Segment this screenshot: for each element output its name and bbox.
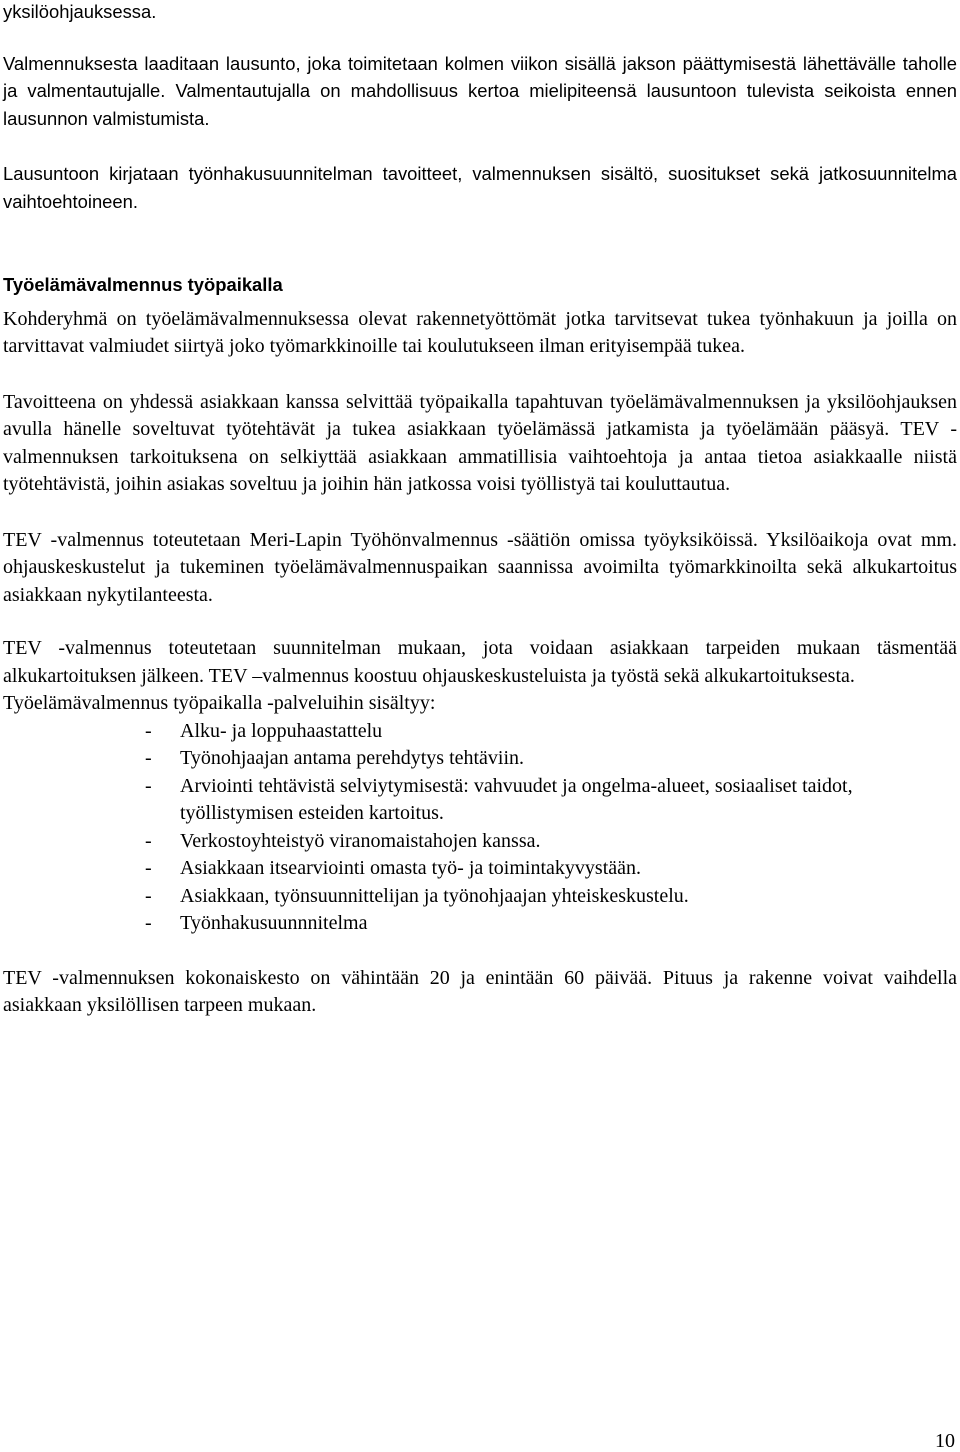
list-item-text: Työnohjaajan antama perehdytys tehtäviin. — [180, 747, 525, 769]
list-item — [3, 910, 920, 938]
list-item — [3, 773, 920, 828]
list-item — [3, 828, 920, 856]
list-item-text: Työnhakusuunnnitelma — [180, 912, 368, 934]
list-item-text: Verkostoyhteistyö viranomaistahojen kanssa. — [180, 829, 541, 852]
paragraph-statement-contents: Lausuntoon kirjataan työnhakusuunnitelman tavoitteet, valmennuksen sisältö, suositukset sekä jatkosuunnitelma vaihtoehtoineen. — [3, 163, 957, 212]
list-item — [3, 745, 920, 773]
list-dash: - — [145, 829, 152, 852]
list-dash: - — [145, 719, 152, 742]
list-item-text: Asiakkaan, työnsuunnittelijan ja työnohjaajan yhteiskeskustelu. — [180, 884, 689, 907]
list-item-text: Asiakkaan itsearviointi omasta työ- ja toimintakyvystään. — [180, 857, 642, 879]
list-item — [3, 883, 920, 911]
list-dash: - — [145, 747, 152, 769]
paragraph-goal: Tavoitteena on yhdessä asiakkaan kanssa selvittää työpaikalla tapahtuvan työelämävalmennuksen ja yksilöohjauksen avulla hänelle soveltuvat työtehtävät ja tukea asiakkaan työelämässä jatkamista ja työelämään pääsyä. TEV -valmennuksen tarkoituksena on selkiyttää asiakkaan ammatillisia vaihtoehtoja ja antaa tietoa asiakkaalle niistä työtehtävistä, joihin asiakas soveltuu ja joihin hän jatkossa voisi työllistyä tai kouluttautua. — [3, 390, 957, 495]
list-dash: - — [145, 884, 152, 907]
section-heading: Työelämävalmennus työpaikalla — [3, 274, 283, 295]
list-dash: - — [145, 774, 152, 797]
paragraph-duration: TEV -valmennuksen kokonaiskesto on vähintään 20 ja enintään 60 päivää. Pituus ja rakenne voivat vaihdella asiakkaan yksilöllisen tarpeen mukaan. — [3, 966, 957, 1016]
list-item — [3, 855, 920, 883]
list-item — [3, 718, 920, 746]
list-dash: - — [145, 912, 152, 934]
list-item-text: Alku- ja loppuhaastattelu — [180, 719, 383, 742]
paragraph-plan: TEV -valmennus toteutetaan suunnitelman mukaan, jota voidaan asiakkaan tarpeiden mukaan täsmentää alkukartoituksen jälkeen. TEV –valmennus koostuu ohjauskeskusteluista ja työstä sekä alkukartoituksesta. — [3, 637, 957, 687]
paragraph-implementation: TEV -valmennus toteutetaan Meri-Lapin Työhönvalmennus -säätiön omissa työyksiköissä. Yksilöaikoja ovat mm. ohjauskeskustelut ja tukeminen työelämävalmennuspaikan saannissa avoimilta työmarkkinoilta sekä alkukartoitus asiakkaan nykytilanteesta. — [3, 528, 957, 606]
paragraph-target-group: Kohderyhmä on työelämävalmennuksessa olevat rakennetyöttömät jotka tarvitsevat tukea työnhakuun ja joilla on tarvittavat valmiudet siirtyä joko työmarkkinoille tai koulutukseen ilman erityisempää tukea. — [3, 307, 957, 357]
document-page — [3, 0, 957, 1020]
paragraph-statement-timing: Valmennuksesta laaditaan lausunto, joka toimitetaan kolmen viikon sisällä jakson päättymisestä lähettävälle taholle ja valmentautujalle. Valmentautujalla on mahdollisuus kertoa mielipiteensä lausuntoon tulevista seikoista ennen lausunnon valmistumista. — [3, 52, 957, 129]
list-intro: Työelämävalmennus työpaikalla -palveluihin sisältyy: — [3, 692, 436, 714]
services-list — [3, 718, 957, 938]
list-dash: - — [145, 857, 152, 879]
list-item-text: Arviointi tehtävistä selviytymisestä: vahvuudet ja ongelma-alueet, sosiaaliset taidot, työllistymisen esteiden kartoitus. — [180, 774, 853, 824]
page-number: 10 — [935, 1430, 955, 1452]
top-fragment: yksilöohjauksessa. — [3, 1, 157, 22]
